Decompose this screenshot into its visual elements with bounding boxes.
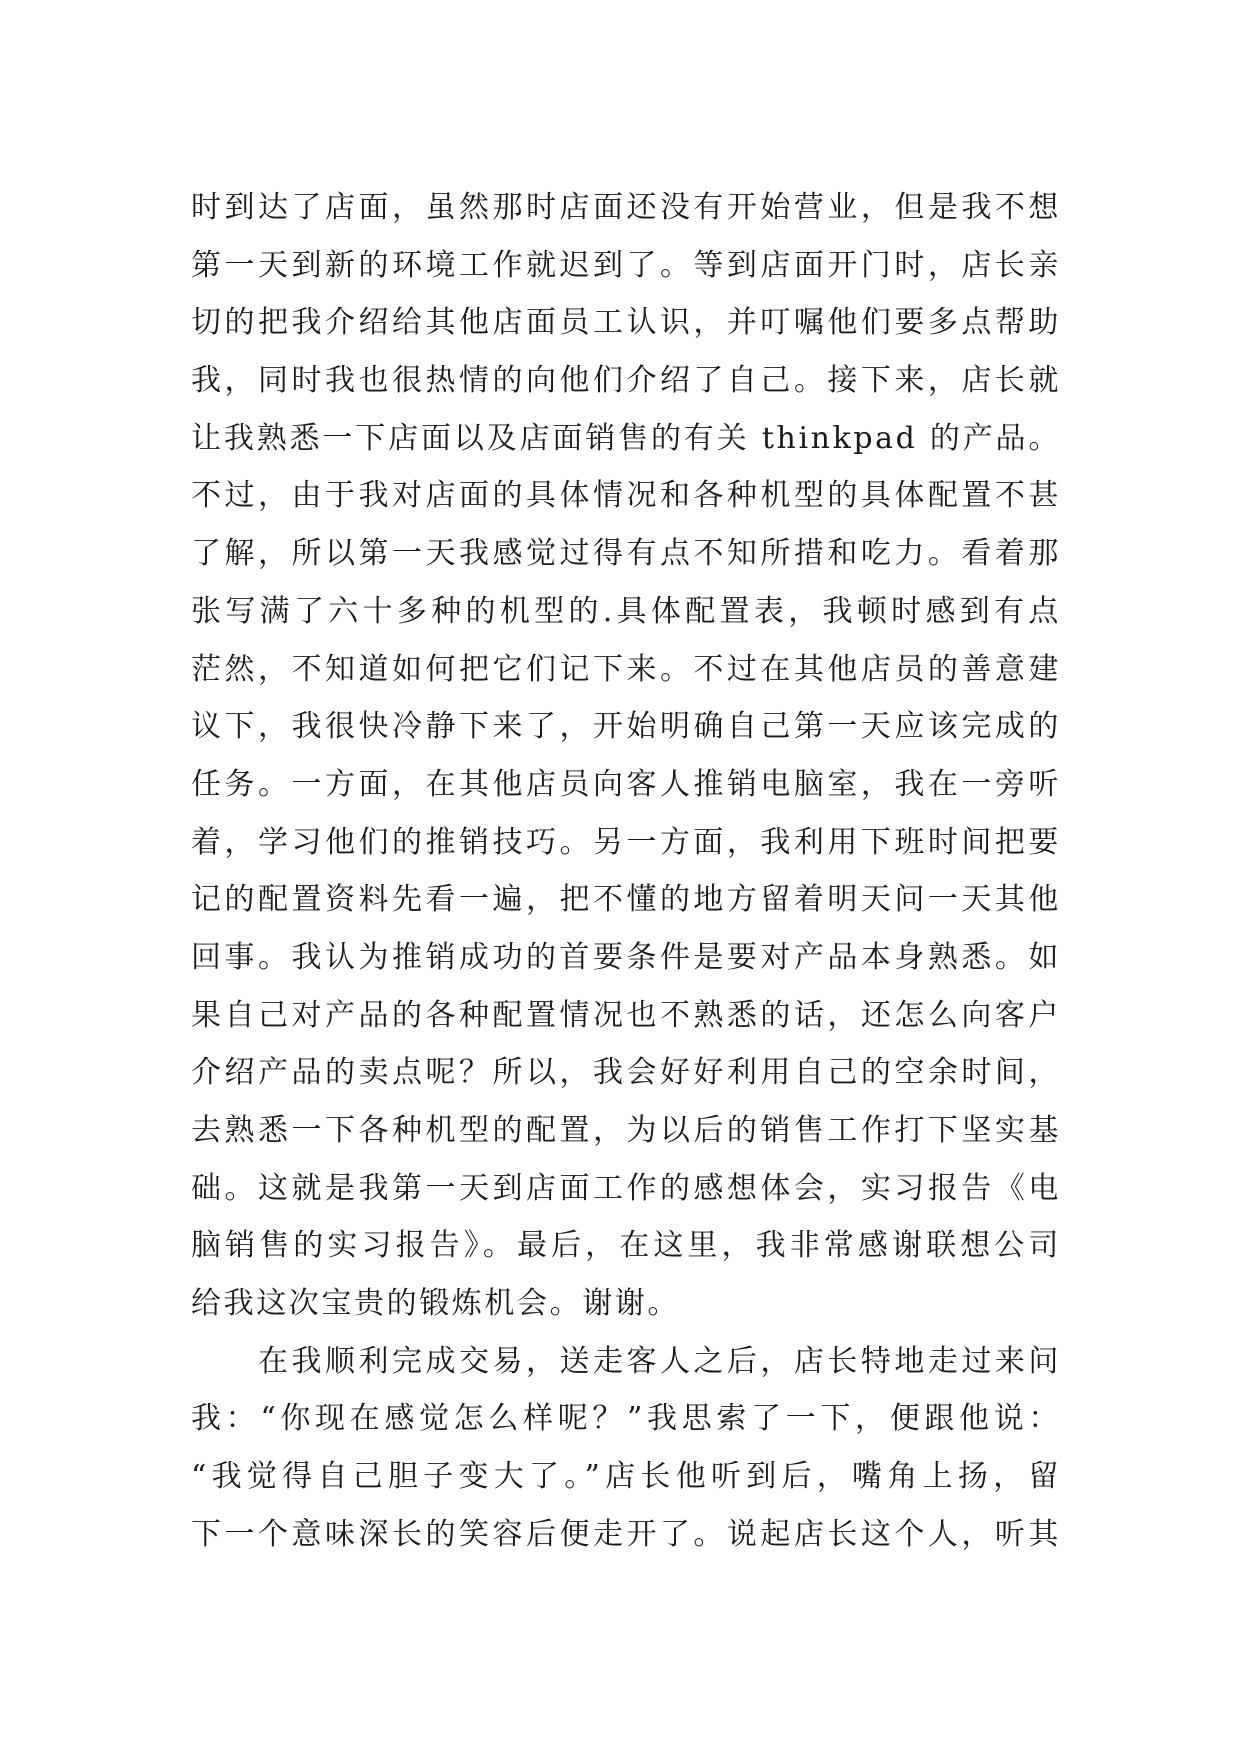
text-line: 切的把我介绍给其他店面员工认识，并叮嘱他们要多点帮助: [191, 305, 1061, 341]
text-line: 议下，我很快冷静下来了，开始明确自己第一天应该完成的: [191, 709, 1061, 745]
text-line: 着，学习他们的推销技巧。另一方面，我利用下班时间把要: [191, 824, 1061, 860]
text-line: 第一天到新的环境工作就迟到了。等到店面开门时，店长亲: [191, 247, 1061, 283]
text-line: 础。这就是我第一天到店面工作的感想体会，实习报告《电: [191, 1170, 1061, 1206]
text-line: 任务。一方面，在其他店员向客人推销电脑室，我在一旁听: [191, 766, 1061, 802]
text-line: “我觉得自己胆子变大了。”店长他听到后，嘴角上扬，留: [191, 1459, 1061, 1495]
text-line: 我，同时我也很热情的向他们介绍了自己。接下来，店长就: [191, 363, 1061, 399]
text-line: 我：“你现在感觉怎么样呢？”我思索了一下，便跟他说：: [191, 1401, 1061, 1437]
text-line: 去熟悉一下各种机型的配置，为以后的销售工作打下坚实基: [191, 1113, 1061, 1148]
text-line: 让我熟悉一下店面以及店面销售的有关 thinkpad 的产品。: [191, 420, 1061, 456]
text-line: 茫然，不知道如何把它们记下来。不过在其他店员的善意建: [191, 651, 1061, 687]
text-line: 了解，所以第一天我感觉过得有点不知所措和吃力。看着那: [191, 536, 1061, 572]
text-line: 脑销售的实习报告》。最后，在这里，我非常感谢联想公司: [191, 1228, 1061, 1264]
text-line: 记的配置资料先看一遍，把不懂的地方留着明天问一天其他: [191, 882, 1061, 918]
text-line: 果自己对产品的各种配置情况也不熟悉的话，还怎么向客户: [191, 997, 1061, 1033]
text-line: 介绍产品的卖点呢？所以，我会好好利用自己的空余时间，: [191, 1055, 1061, 1091]
text-line: 不过，由于我对店面的具体情况和各种机型的具体配置不甚: [191, 478, 1061, 514]
text-line: 时到达了店面，虽然那时店面还没有开始营业，但是我不想: [191, 190, 1061, 225]
text-line: 下一个意味深长的笑容后便走开了。说起店长这个人，听其: [191, 1516, 1061, 1552]
paragraph: [191, 1333, 1061, 1564]
paragraph: [191, 179, 1061, 1333]
text-line: 回事。我认为推销成功的首要条件是要对产品本身熟悉。如: [191, 939, 1061, 975]
text-line: 在我顺利完成交易，送走客人之后，店长特地走过来问: [258, 1343, 1061, 1379]
document-body: [191, 179, 1061, 1564]
text-line: 给我这次宝贵的锻炼机会。谢谢。: [191, 1286, 680, 1322]
text-line: 张写满了六十多种的机型的.具体配置表，我顿时感到有点: [191, 593, 1061, 629]
